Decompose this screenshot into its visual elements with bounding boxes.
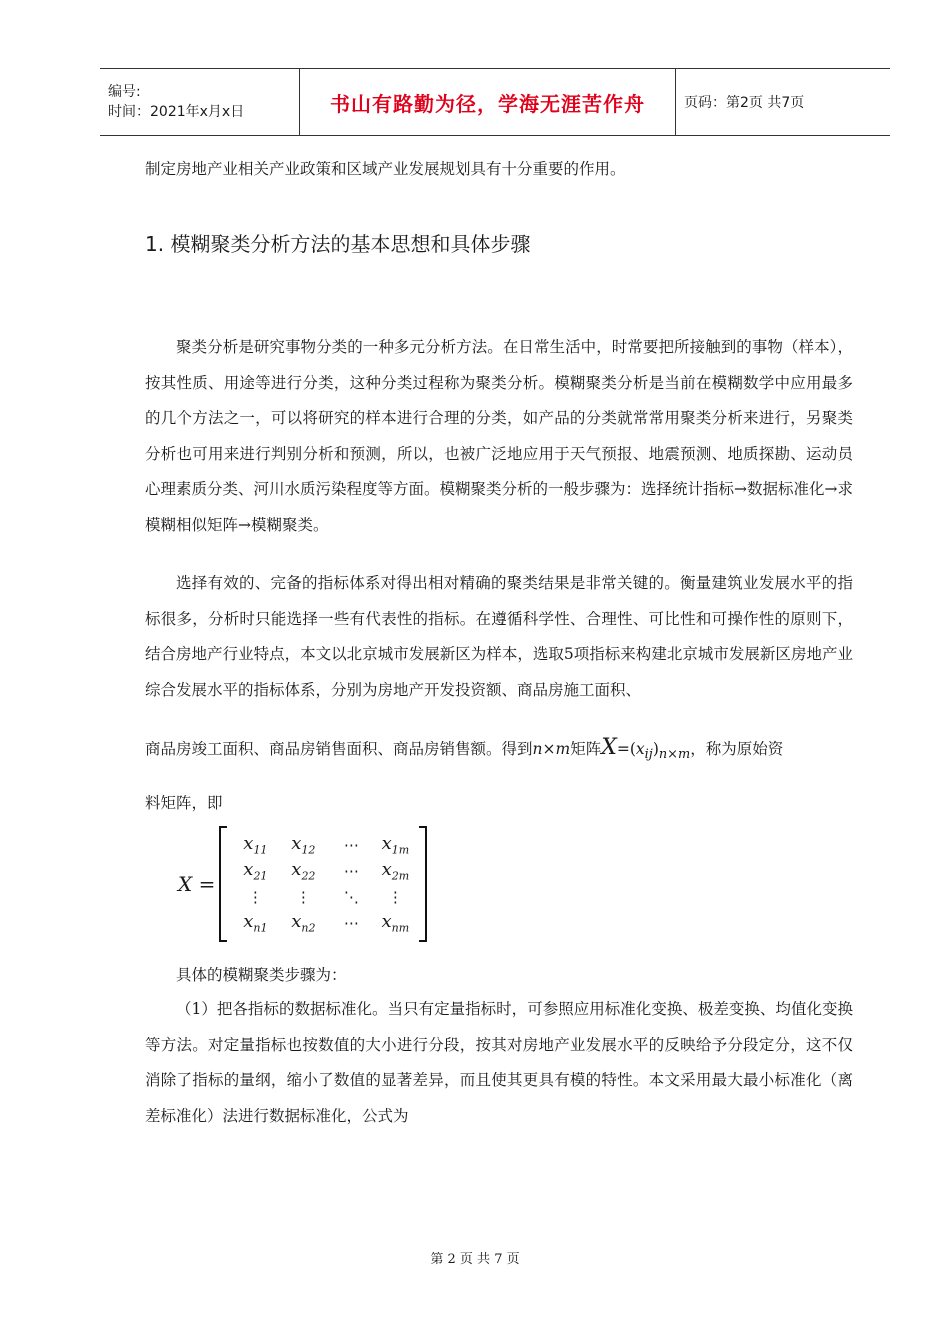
section-heading: 1. 模糊聚类分析方法的基本思想和具体步骤 <box>145 232 531 256</box>
matrix-close: ) <box>652 740 659 758</box>
matrix-cell: $x_{11}$ <box>243 833 268 857</box>
number-label: 编号: <box>108 84 141 100</box>
matrix-cell: ⋮ <box>295 888 311 906</box>
matrix-cell: ⋮ <box>387 888 403 906</box>
intro-paragraph: 制定房地产业相关产业政策和区域产业发展规划具有十分重要的作用。 <box>145 160 626 178</box>
page-label: 页码：第2页 共7页 <box>684 95 805 111</box>
matrix-def-text: 商品房竣工面积、商品房销售面积、商品房销售额。得到 <box>145 740 533 758</box>
matrix-def-tail: ，称为原始资 <box>690 740 784 758</box>
paragraph-indicators: 选择有效的、完备的指标体系对得出相对精确的聚类结果是非常关键的。衡量建筑业发展水平的指标很多，分析时只能选择一些有代表性的指标。在遵循科学性、合理性、可比性和可操作性的原则下，结合房地产行业特点，本文以北京城市发展新区为样本，选取5项指标来构建北京城市发展新区房地产业综合发展水平的指标体系，分别为房地产开发投资额、商品房施工面积、 <box>145 574 853 699</box>
matrix-cell: $x_{22}$ <box>291 859 316 883</box>
matrix-cell: $x_{n1}$ <box>243 911 268 935</box>
element-subscript: ij <box>644 747 653 763</box>
page-header <box>100 68 890 136</box>
step-1-paragraph: （1）把各指标的数据标准化。当只有定量指标时，可参照应用标准化变换、极差变换、均值化变换等方法。对定量指标也按数值的大小进行分段，按其对房地产业发展水平的反映给予分段定分，这不仅消除了指标的量纲，缩小了数值的显著差异，而且使其更具有模的特性。本文采用最大最小标准化（离差标准化）法进行数据标准化，公式为 <box>145 1000 853 1125</box>
steps-title: 具体的模糊聚类步骤为： <box>176 966 347 984</box>
matrix-dim-subscript: n×m <box>658 747 691 763</box>
matrix-cell: $x_{21}$ <box>243 859 268 883</box>
header-motto-cell <box>300 69 676 135</box>
matrix-word: 矩阵 <box>570 740 602 758</box>
motto-text: 书山有路勤为径，学海无涯苦作舟 <box>330 91 645 116</box>
matrix-cell: $x_{12}$ <box>291 833 316 857</box>
matrix-cell: ⋮ <box>247 888 263 906</box>
page-footer: 第 2 页 共 7 页 <box>430 1252 520 1267</box>
header-meta <box>100 69 300 135</box>
paragraph-matrix-intro: 料矩阵，即 <box>145 794 223 812</box>
matrix-left-bracket <box>219 826 227 942</box>
matrix-cell: $x_{1m}$ <box>381 833 410 857</box>
matrix-cell: $x_{2m}$ <box>381 859 410 883</box>
matrix-entries <box>227 832 419 936</box>
matrix-right-bracket <box>419 826 427 942</box>
matrix-lhs: X = <box>178 872 216 896</box>
paragraph-clustering-intro: 聚类分析是研究事物分类的一种多元分析方法。在日常生活中，时常要把所接触到的事物（样本），按其性质、用途等进行分类，这种分类过程称为聚类分析。模糊聚类分析是当前在模糊数学中应用最多的几个方法之一，可以将研究的样本进行合理的分类，如产品的分类就常常用聚类分析来进行，另聚类分析也可用来进行判别分析和预测，所以，也被广泛地应用于天气预报、地震预测、地质探勘、运动员心理素质分类、河川水质污染程度等方面。模糊聚类分析的一般步骤为：选择统计指标→数据标准化→求模糊相似矩阵→模糊聚类。 <box>145 338 853 534</box>
header-page-cell <box>676 69 890 135</box>
matrix-cell: $x_{n2}$ <box>291 911 316 935</box>
matrix-symbol: X <box>601 735 617 760</box>
time-label: 时间：2021年x月x日 <box>108 104 245 120</box>
matrix-cell: ⋯ <box>343 836 359 854</box>
matrix-cell: ⋯ <box>343 914 359 932</box>
original-data-matrix <box>178 826 427 942</box>
matrix-cell: $x_{nm}$ <box>381 911 410 935</box>
matrix-equals: =( <box>616 740 636 758</box>
matrix-cell: ⋯ <box>343 862 359 880</box>
paragraph-matrix-def <box>145 730 853 773</box>
matrix-cell: ⋱ <box>343 888 359 906</box>
element-symbol: x <box>635 740 645 758</box>
dimension-formula: n×m <box>532 740 571 758</box>
